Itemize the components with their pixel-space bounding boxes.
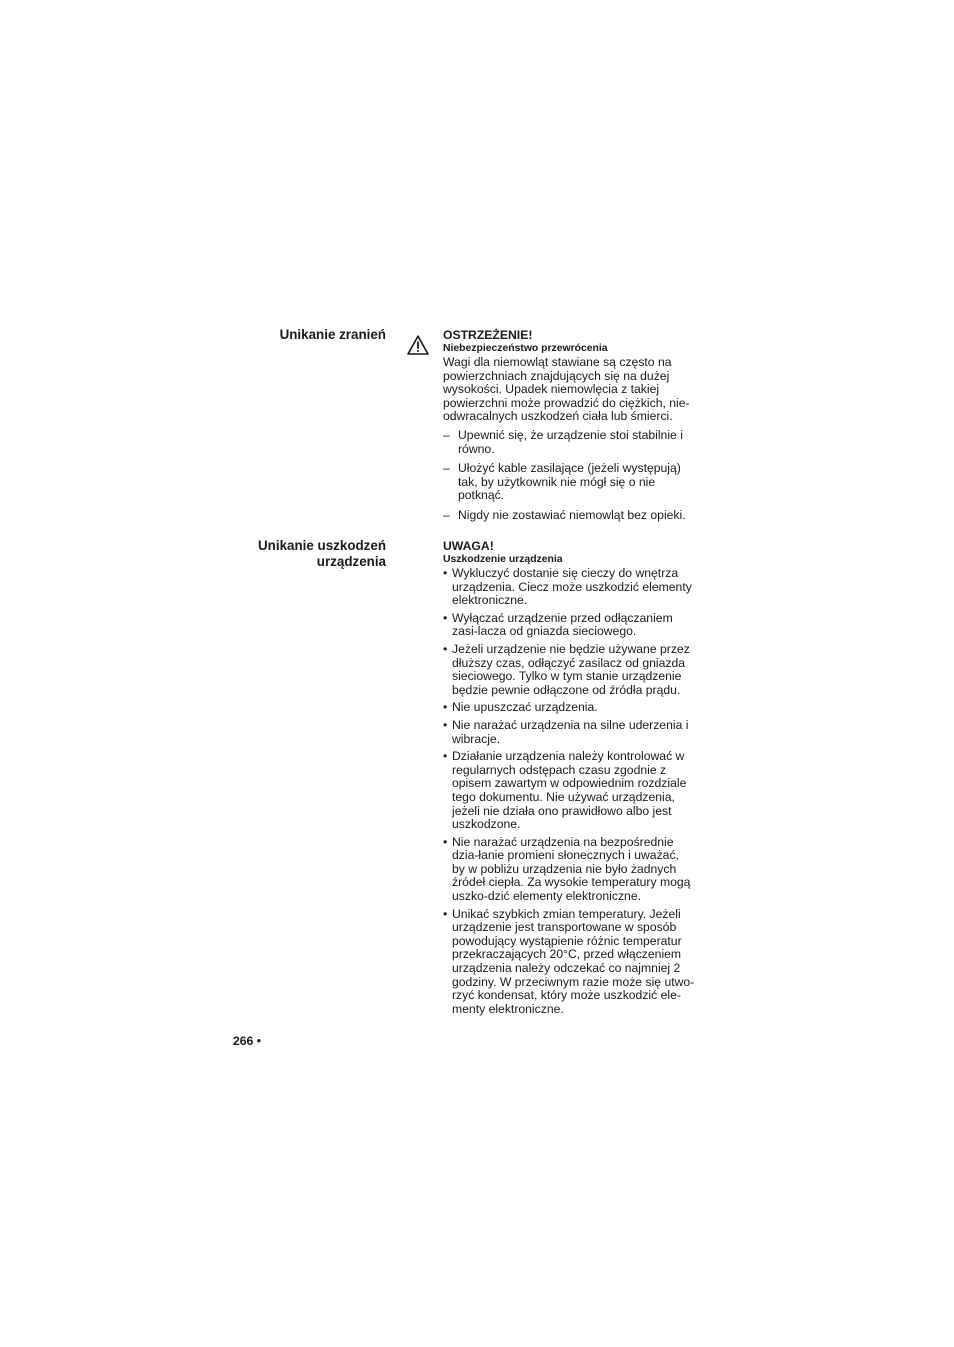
- list-item: • Wykluczyć dostanie się cieczy do wnętrza urządzenia. Ciecz może uszkodzić elementy elektroniczne.: [443, 566, 692, 608]
- bullet-mark: •: [443, 700, 448, 715]
- list-item: • Nie upuszczać urządzenia.: [443, 700, 598, 715]
- damage-caution-block: [443, 539, 695, 1020]
- bullet-mark: •: [443, 610, 448, 625]
- section-heading-damage: Unikanie uszkodzeń urządzenia: [258, 538, 386, 569]
- hazard-description: Wagi dla niemowląt stawiane są często na powierzchniach znajdujących się na dużej wysokości. Upadek niemowlęcia z takiej powierzchni może prowadzić do ciężkich, nie-odwracalnych uszkodzeń ciała lub śmierci.: [443, 355, 690, 424]
- warning-triangle-icon: [407, 335, 429, 355]
- list-item: • Działanie urządzenia należy kontrolować w regularnych odstępach czasu zgodnie z opisem zawartym w odpowiednim rozdziale tego dokumentu. Nie używać urządzenia, jeżeli nie działa ono prawidłowo albo jest uszkodzone.: [443, 749, 687, 832]
- list-item: – Nigdy nie zostawiać niemowląt bez opieki.: [443, 507, 686, 522]
- hazard-type: Niebezpieczeństwo przewrócenia: [443, 343, 608, 354]
- list-item: • Unikać szybkich zmian temperatury. Jeżeli urządzenie jest transportowane w sposób powodujący wystąpienie różnic temperatur przekraczających 20°C, przed włączeniem urządzenia należy odczekać co najmniej 2 godziny. W przeciwnym razie może się utwo-rzyć kondensat, który może uszkodzić ele-menty elektroniczne.: [443, 906, 695, 1016]
- list-item: • Nie narażać urządzenia na silne uderzenia i wibracje.: [443, 717, 689, 746]
- list-item: – Upewnić się, że urządzenie stoi stabilnie i równo.: [443, 427, 683, 456]
- list-item: • Wyłączać urządzenie przed odłączaniem zasi-lacza od gniazda sieciowego.: [443, 610, 673, 639]
- signal-word-warning: OSTRZEŻENIE!: [443, 328, 533, 342]
- bullet-mark: •: [443, 717, 448, 732]
- injury-warning-block: [443, 328, 695, 523]
- page-number: 266 •: [233, 1034, 261, 1048]
- bullet-mark: •: [443, 641, 448, 656]
- list-item: • Jeżeli urządzenie nie będzie używane przez dłuższy czas, odłączyć zasilacz od gniazda sieciowego. Tylko w tym stanie urządzenie będzie pewnie odłączone od źródła prądu.: [443, 641, 690, 697]
- caution-items-list: [443, 567, 695, 1016]
- list-item: – Ułożyć kable zasilające (jeżeli występują) tak, by użytkownik nie mógł się o nie potknąć.: [443, 461, 681, 503]
- safety-measures-list: [443, 429, 695, 523]
- section-heading-injury: Unikanie zranień: [279, 327, 386, 342]
- list-item: • Nie narażać urządzenia na bezpośrednie dzia-łanie promieni słonecznych i uważać, by w pobliżu urządzenia nie było żadnych źródeł ciepła. Za wysokie temperatury mogą uszko-dzić elementy elektroniczne.: [443, 834, 691, 904]
- dash-mark: –: [443, 427, 450, 442]
- bullet-mark: •: [443, 566, 448, 580]
- dash-mark: –: [443, 507, 450, 522]
- signal-word-caution: UWAGA!: [443, 539, 494, 553]
- hazard-type: Uszkodzenie urządzenia: [443, 554, 563, 565]
- bullet-mark: •: [443, 749, 448, 764]
- dash-mark: –: [443, 461, 450, 476]
- bullet-mark: •: [443, 834, 448, 849]
- bullet-mark: •: [443, 906, 448, 921]
